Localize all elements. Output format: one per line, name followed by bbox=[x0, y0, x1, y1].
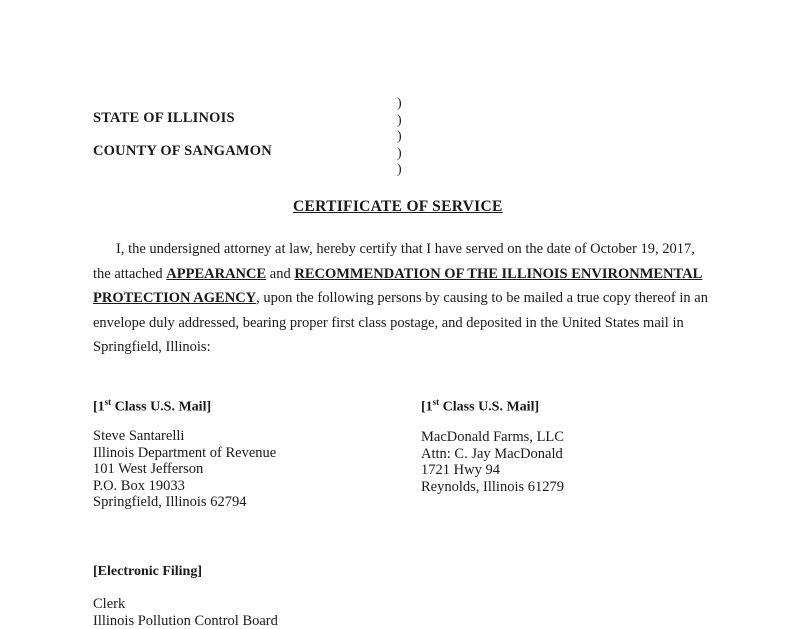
county-caption: COUNTY OF SANGAMON bbox=[93, 143, 272, 159]
address-line: 101 West Jefferson bbox=[93, 461, 204, 478]
address-line: Illinois Department of Revenue bbox=[93, 444, 277, 461]
agency-title: PROTECTION AGENCY bbox=[93, 290, 257, 306]
heading-text: Class U.S. Mail] bbox=[111, 399, 212, 415]
left-service-address bbox=[93, 428, 276, 511]
address-line: Springfield, Illinois 62794 bbox=[93, 494, 247, 511]
body-line-3 bbox=[93, 290, 708, 307]
state-caption: STATE OF ILLINOIS bbox=[93, 110, 235, 126]
address-line: MacDonald Farms, LLC bbox=[421, 429, 564, 445]
body-line-2 bbox=[93, 266, 702, 283]
heading-text: [1 bbox=[93, 399, 105, 415]
document-title: CERTIFICATE OF SERVICE bbox=[293, 198, 503, 215]
electronic-filing-heading: [Electronic Filing] bbox=[93, 564, 202, 579]
caption-paren: ) bbox=[397, 96, 402, 111]
caption-paren: ) bbox=[397, 162, 402, 177]
heading-sup: st bbox=[432, 397, 440, 407]
body-text: and bbox=[266, 266, 295, 282]
heading-text: Class U.S. Mail] bbox=[439, 399, 540, 415]
right-service-address bbox=[421, 429, 564, 495]
body-text: , upon the following persons by causing to be mailed a true copy thereof in an bbox=[256, 290, 708, 306]
address-line: 1721 Hwy 94 bbox=[421, 462, 500, 479]
heading-sup: st bbox=[104, 397, 112, 407]
right-service-heading bbox=[421, 397, 539, 416]
left-service-heading bbox=[93, 397, 211, 416]
address-line: Clerk bbox=[93, 596, 126, 612]
heading-text: [1 bbox=[421, 399, 433, 415]
caption-paren: ) bbox=[397, 129, 402, 144]
address-line: Steve Santarelli bbox=[93, 428, 185, 444]
body-line-4: envelope duly addressed, bearing proper first class postage, and deposited in the United States mail in bbox=[93, 315, 684, 331]
address-line: P.O. Box 19033 bbox=[93, 477, 185, 494]
caption-paren: ) bbox=[397, 145, 402, 161]
address-line: Reynolds, Illinois 61279 bbox=[421, 478, 564, 495]
caption-bracket bbox=[397, 96, 402, 179]
recommendation-title: RECOMMENDATION OF THE ILLINOIS ENVIRONMENTAL bbox=[294, 266, 703, 282]
body-text: the attached bbox=[93, 266, 167, 282]
electronic-filing-address bbox=[93, 596, 278, 629]
body-line-5: Springfield, Illinois: bbox=[93, 339, 211, 355]
appearance-title: APPEARANCE bbox=[166, 266, 267, 282]
body-line-1: I, the undersigned attorney at law, hereby certify that I have served on the date of October 19, 2017, bbox=[116, 241, 695, 257]
address-line: Illinois Pollution Control Board bbox=[93, 612, 278, 629]
caption-paren: ) bbox=[397, 112, 402, 128]
address-line: Attn: C. Jay MacDonald bbox=[421, 445, 563, 462]
